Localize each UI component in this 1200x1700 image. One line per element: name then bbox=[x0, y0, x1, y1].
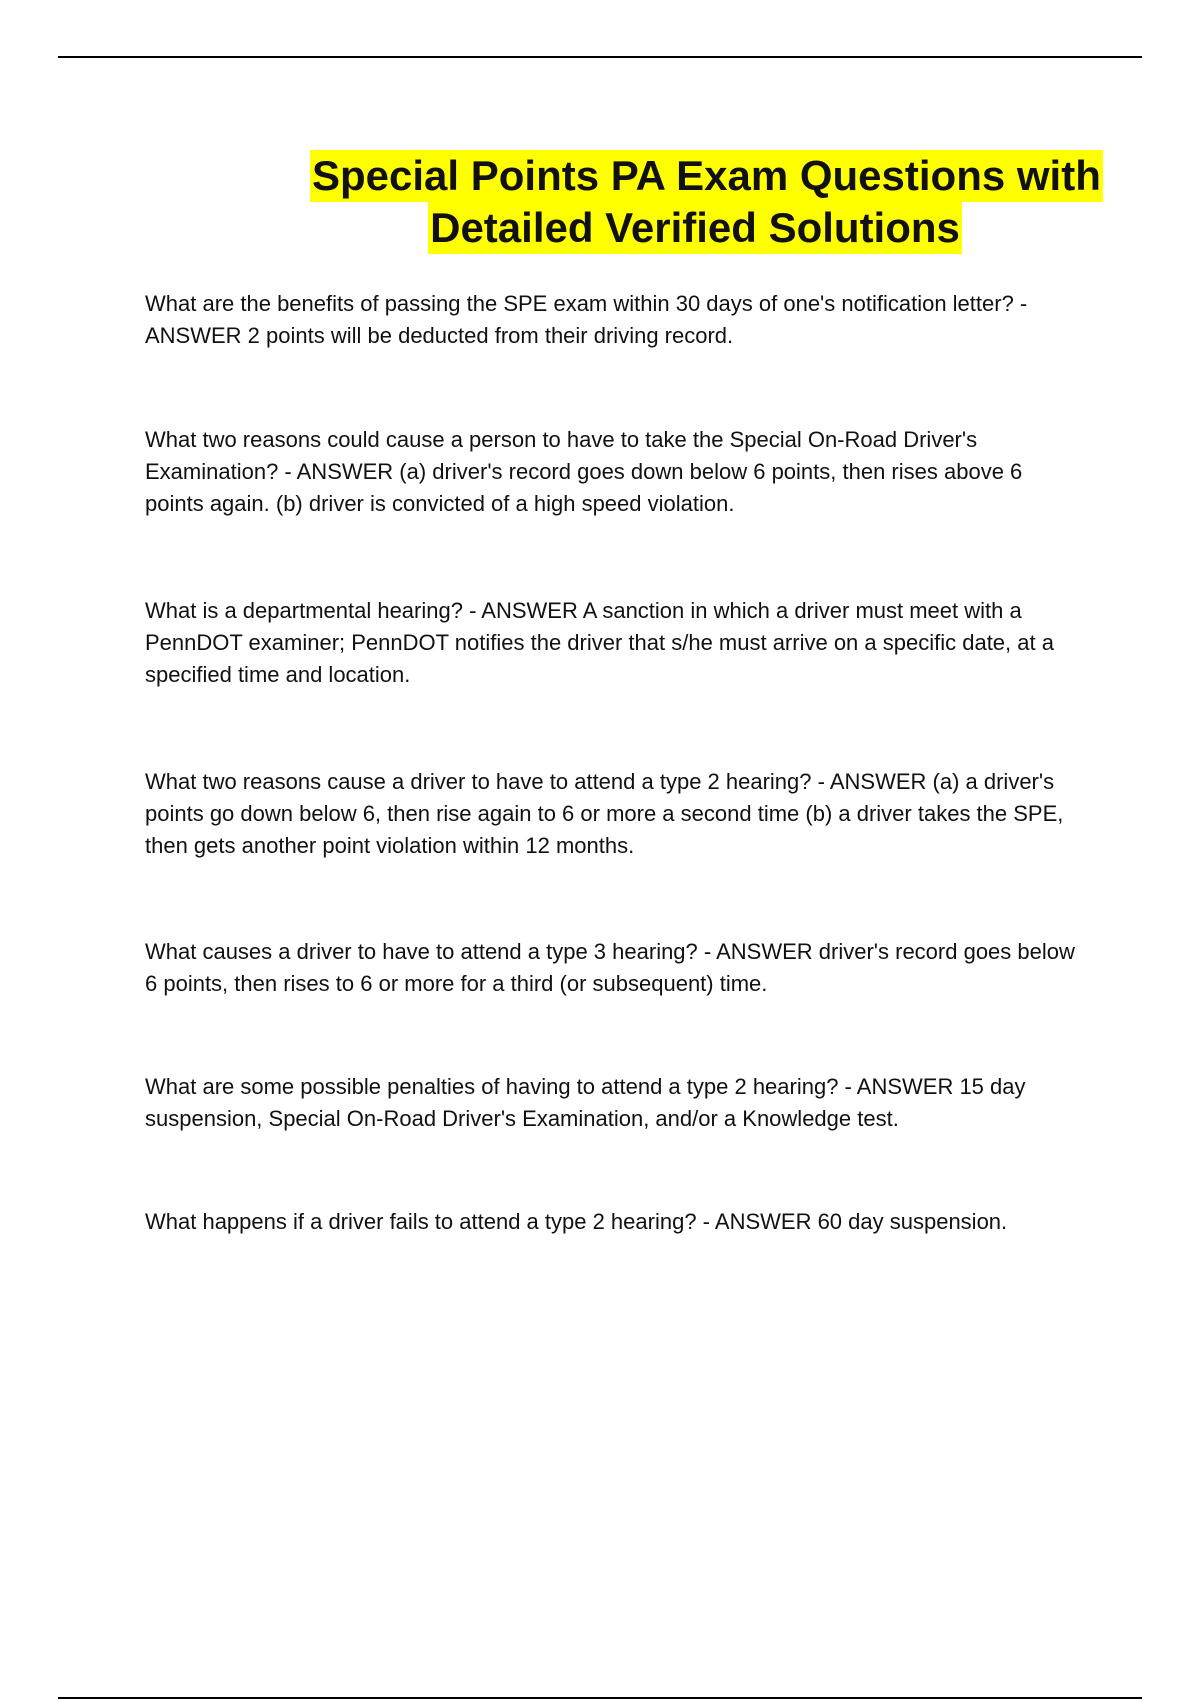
bottom-rule bbox=[58, 1697, 1142, 1699]
qa-entry-5: What causes a driver to have to attend a type 3 hearing? - ANSWER driver's record goes below 6 points, then rises to 6 or more for a third (or subsequent) time. bbox=[145, 939, 1075, 996]
qa-entry-3: What is a departmental hearing? - ANSWER A sanction in which a driver must meet with a PennDOT examiner; PennDOT notifies the driver that s/he must arrive on a specific date, at a specified time and location. bbox=[145, 598, 1054, 687]
qa-entry-7: What happens if a driver fails to attend a type 2 hearing? - ANSWER 60 day suspension. bbox=[145, 1209, 1008, 1234]
qa-entry-1: What are the benefits of passing the SPE exam within 30 days of one's notification letter? - ANSWER 2 points will be deducted from their driving record. bbox=[145, 291, 1028, 348]
title-line-1: Special Points PA Exam Questions with bbox=[310, 150, 1103, 202]
qa-entry-6: What are some possible penalties of having to attend a type 2 hearing? - ANSWER 15 day suspension, Special On-Road Driver's Examination, and/or a Knowledge test. bbox=[145, 1074, 1026, 1131]
top-rule bbox=[58, 56, 1142, 58]
qa-entry-2: What two reasons could cause a person to have to take the Special On-Road Driver's Examination? - ANSWER (a) driver's record goes down below 6 points, then rises above 6 points again. (b) driver is convicted of a high speed violation. bbox=[145, 427, 1023, 516]
document-title bbox=[310, 150, 1101, 254]
title-line-2: Detailed Verified Solutions bbox=[428, 202, 962, 254]
qa-entry-4: What two reasons cause a driver to have to attend a type 2 hearing? - ANSWER (a) a driver's points go down below 6, then rise again to 6 or more a second time (b) a driver takes the SPE, then gets another point violation within 12 months. bbox=[145, 769, 1064, 858]
